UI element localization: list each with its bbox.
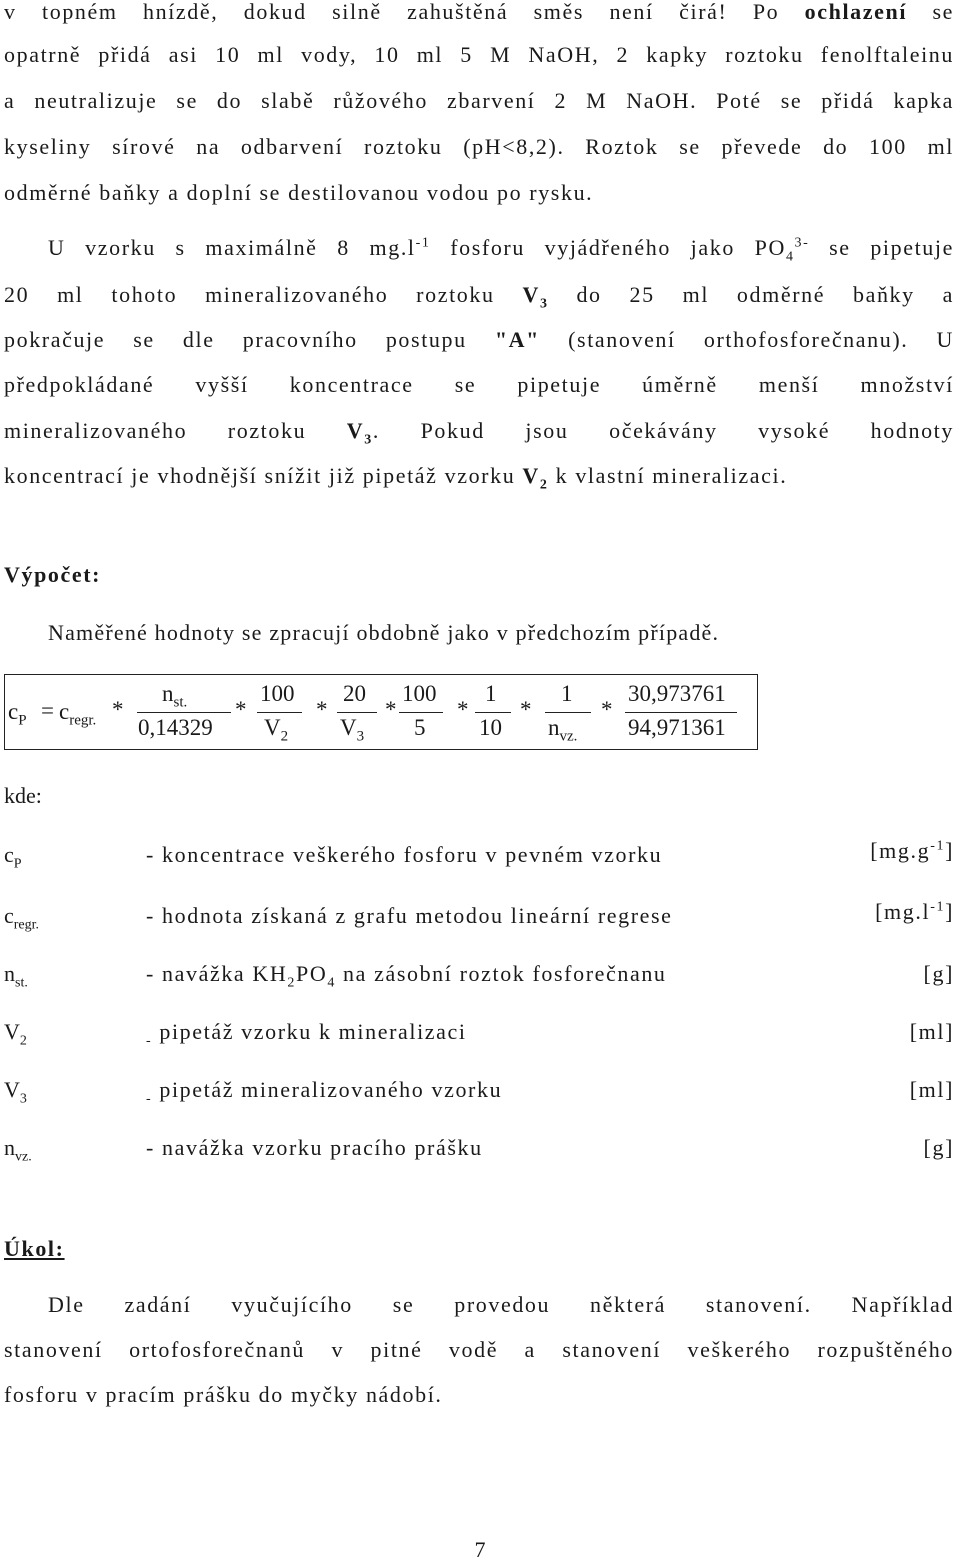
formula-f1-num: $n_{st.}$ [162, 681, 188, 711]
legend-unit: [ml] [909, 1019, 954, 1044]
formula-f7-den: 94,971361 [628, 715, 726, 740]
formula-mult: * [520, 697, 532, 722]
formula-mult: * [601, 697, 613, 722]
page-number: 7 [474, 1537, 486, 1562]
legend-unit: $[mg.g^{-1}]$ [870, 838, 954, 863]
fraction-bar [337, 712, 377, 713]
paragraph-line: opatrně přidá asi 10 ml vody, 10 ml 5 M NaOH, 2 kapky roztoku fenolftaleinu [4, 42, 954, 67]
section-heading-vypocet: Výpočet: [4, 562, 102, 587]
formula-mult: * [457, 697, 469, 722]
legend-symbol: $V_3$ [4, 1077, 27, 1107]
fraction-bar [257, 712, 302, 713]
legend-unit: [ml] [909, 1077, 954, 1102]
paragraph-line: předpokládané vyšší koncentrace se pipetuje úměrně menší množství [4, 372, 954, 397]
paragraph-line: pokračuje se dle pracovního postupu "A" (stanovení orthofosforečnanu). U [4, 327, 954, 352]
formula-f5-num: 1 [485, 681, 497, 706]
paragraph-line: v topném hnízdě, dokud silně zahuštěná směs není čirá! Po ochlazení se [4, 0, 954, 24]
ukol-line: stanovení ortofosforečnanů v pitné vodě a stanovení veškerého rozpuštěného [4, 1337, 954, 1362]
legend-description: $_-$ pipetáž mineralizovaného vzorku [146, 1077, 503, 1107]
paragraph-line: kyseliny sírové na odbarvení roztoku (pH<8,2). Roztok se převede do 100 ml [4, 134, 954, 159]
legend-symbol: $c_{regr.}$ [4, 903, 40, 933]
formula-mult: * [235, 697, 247, 722]
paragraph-line: 20 ml tohoto mineralizovaného roztoku $V_3$ do 25 ml odměrné baňky a [4, 282, 954, 312]
formula-f6-den: $n_{vz.}$ [548, 715, 578, 745]
formula-cregr: $c_{regr.}$ [59, 699, 97, 729]
vypocet-text: Naměřené hodnoty se zpracují obdobně jako v předchozím případě. [48, 620, 720, 645]
section-heading-ukol: Úkol: [4, 1236, 65, 1261]
formula-f4-num: 100 [402, 681, 437, 706]
legend-description: - hodnota získaná z grafu metodou lineární regrese [146, 903, 673, 928]
fraction-bar [545, 712, 591, 713]
formula-f3-num: 20 [343, 681, 366, 706]
legend-symbol: $n_{vz.}$ [4, 1135, 32, 1165]
ukol-line: Dle zadání vyučujícího se provedou některá stanovení. Například [48, 1292, 954, 1317]
formula-f5-den: 10 [479, 715, 502, 740]
paragraph-line: mineralizovaného roztoku $V_3$. Pokud jsou očekávány vysoké hodnoty [4, 418, 954, 448]
legend-description: - navážka $KH_2PO_4$ na zásobní roztok fosforečnanu [146, 961, 667, 991]
paragraph-line: odměrné baňky a doplní se destilovanou vodou po rysku. [4, 180, 594, 205]
legend-symbol: $V_2$ [4, 1019, 27, 1049]
fraction-bar [137, 712, 231, 713]
legend-unit: [g] [923, 961, 954, 986]
formula-f2-den: $V_2$ [264, 715, 289, 745]
formula-f6-num: 1 [561, 681, 573, 706]
paragraph-line: koncentrací je vhodnější snížit již pipetáž vzorku $V_2$ k vlastní mineralizaci. [4, 463, 788, 493]
formula-f3-den: $V_3$ [340, 715, 365, 745]
kde-label: kde: [4, 783, 42, 808]
formula-mult: * [385, 697, 397, 722]
paragraph-line: a neutralizuje se do slabě růžového zbarvení 2 M NaOH. Poté se přidá kapka [4, 88, 954, 113]
legend-description: $_-$ pipetáž vzorku k mineralizaci [146, 1019, 467, 1049]
legend-symbol: $n_{st.}$ [4, 961, 28, 991]
fraction-bar [625, 712, 737, 713]
formula-f4-den: 5 [414, 715, 426, 740]
formula-f1-den: 0,14329 [138, 715, 213, 740]
ukol-line: fosforu v pracím prášku do myčky nádobí. [4, 1382, 443, 1407]
formula-cp: $c_P$ [8, 699, 27, 729]
legend-description: - koncentrace veškerého fosforu v pevném vzorku [146, 842, 663, 867]
formula-mult: * [112, 697, 124, 722]
formula-f7-num: 30,973761 [628, 681, 726, 706]
legend-description: - navážka vzorku pracího prášku [146, 1135, 483, 1160]
legend-symbol: $c_P$ [4, 842, 22, 872]
legend-unit: $[mg.l^{-1}]$ [875, 899, 954, 924]
formula-box [4, 674, 758, 750]
legend-unit: [g] [923, 1135, 954, 1160]
paragraph-line: U vzorku s maximálně 8 $mg.l^{-1}$ fosforu vyjádřeného jako $PO_4^{3-}$ se pipetuje [48, 235, 954, 265]
formula-equals: = [41, 698, 54, 723]
formula-mult: * [316, 697, 328, 722]
fraction-bar [399, 712, 443, 713]
fraction-bar [475, 712, 511, 713]
formula-f2-num: 100 [260, 681, 295, 706]
